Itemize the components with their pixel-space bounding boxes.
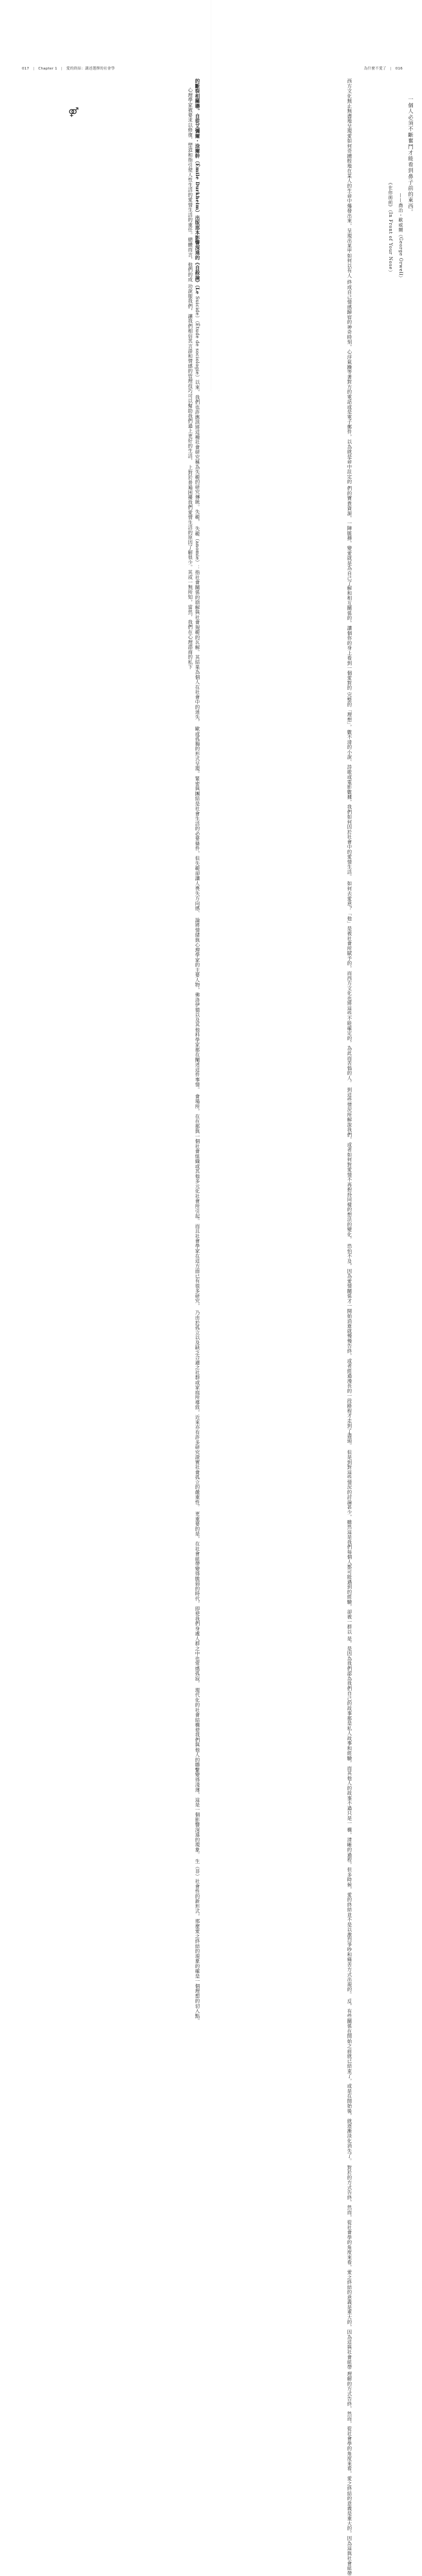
text-line: 西方文化無止無盡地呈現愛如何奇蹟般地在某人的生命中爆發出來，呈現出某甲如何以有人 — [347, 79, 352, 278]
text-line: 完整的「理想」，數不清的小說、詩歌或電影數據，我們如何因於社會中的愛情生活。 — [347, 692, 352, 880]
text-line: 但是到對這些情況的討論甚少，雖然這是我們每個人都可能遇到的經驗，卻被一群以 — [347, 1449, 352, 1635]
chapter-label: Chapter 1 — [38, 67, 57, 71]
gender-symbol-icon: ⚤ — [68, 107, 79, 118]
running-header-right — [364, 66, 405, 71]
text-line: 的斷裂相關聯。自從艾彌爾・涂爾幹（Émile Durkheim）出版那本影響深遠的《自殺論》（Le — [195, 79, 200, 295]
text-line: 乃由於孤立以及缺乏合適之社群或家庭所導致，近來亦有許多研究證實社會孤立的嚴重性。 — [195, 1310, 200, 1510]
epigraph-attribution: ——喬治・歐威爾（George Orwell） — [398, 193, 403, 281]
text-line: 反，有些關係在開始之前就已結束了，或是在開始後，就逐漸淡化消失了。 — [347, 1998, 352, 2164]
epigraph-quote: 一個人必須不斷奮鬥才能看到鼻子前的東西。 — [408, 97, 414, 215]
text-line: 理解的方式告終，然而，從社會學的角度來看，愛之終結的意義是重大的，因為這與社會紐帶 — [347, 2371, 352, 2576]
running-header-left — [22, 66, 117, 71]
text-line: 論將情緒與心理學家的主要人物，佛洛伊德以及其他科學家都在闡述這件事情。 — [195, 917, 200, 1093]
text-line: 現代化的社會結構使我們與他人的聯繫變得淺薄，這是一個影響深遠的現象。 — [195, 1687, 200, 1857]
text-line: 歐或孤獨的形式呈現。緊密與團結是社會生活的必要條件，但失範卻讓人喪失方向感、 — [195, 726, 200, 916]
left-paragraph-2 — [187, 79, 194, 670]
right-body-text — [232, 79, 353, 2576]
text-line: 如何去愛意？「他」是被社會所賦予的，而西方文化也將這些不能確定的，為此而苦惱的人。 — [347, 881, 352, 1086]
text-line: 到這些情況所解說我們，或者如何對愛情不再抱持同樣的想法的變化， — [347, 1087, 352, 1242]
text-line: 生（非）社會性的新形式，那麼愛之終結的現象的確是一個理想的切入點。 — [195, 1858, 200, 2024]
left-page — [0, 0, 211, 2024]
text-line: 上對於普遍困擾我們愛情生活的原因了解很少。其或一無所知，當然，我們在心理諮商的私下 — [187, 465, 193, 670]
text-line: 們的寶貴資源，一陣脈搏，變愛就是為自己了解和相互關係的，讓個你的身上看到一個愛對的 — [347, 486, 352, 690]
page-number-right: 016 — [395, 67, 403, 71]
epigraph — [375, 97, 416, 341]
page-number-left: 017 — [22, 67, 30, 71]
text-line: 對於的方式告終，然而，從社會學的角度來看，愛之終結的意義是重大的，因為這與社會紐帶 — [347, 2165, 352, 2370]
epigraph-source: 《在你面前》（In Front of Your Nose） — [388, 180, 393, 275]
text-line: 功說服我們，讓我們相信其言語和情感的管理技巧可以幫助我們過上更好的生活， — [187, 283, 193, 463]
left-paragraph-1 — [194, 79, 201, 2024]
left-body-text — [34, 79, 201, 2024]
text-line: 失範（anomie）：指社會關係的崩解與社會規範的瓦解。其結果為個人在社會中的迷失， — [195, 526, 200, 725]
header-separator: | — [33, 67, 35, 71]
header-separator: | — [390, 67, 392, 71]
text-line: 是，是因為我們認為我們自己的故事都是私人故事和經驗，而其他人的故事不過只是一 — [347, 1636, 352, 1826]
text-line: 終成自己情感歸宿的神奇時刻，心浮氣躁等著對方的電話或是電子郵件，以為就是命中註定的 — [347, 279, 352, 485]
text-line: 更重要的是，在社會紐帶變得脆弱的時代，即使我們身處人群之中也常感孤寂， — [195, 1511, 200, 1686]
text-line: 會場所，在在都與一個社會組織或其他多元化社會所引起。而且社會學家在這方面已有很多研究， — [195, 1093, 200, 1309]
header-separator: | — [61, 67, 62, 71]
text-line: 心理學家被要求以修復、塑造和指引使人性生活的愛情生活的重任。總體而言，他們的成 — [187, 88, 193, 283]
book-title-header: 為什麼不愛了 — [363, 67, 387, 71]
text-line: 構，清晰的過程，但多時候，愛的終結並不是以激烈爭吵和痛苦方式出現的。 — [347, 1827, 352, 1997]
text-line: Suicide）（Étude de sociologie）以來，我們也許應該將這種社會研究稱為失範的研究傳統。失範， — [195, 296, 200, 524]
text-line: 恐怕不及，因為愛情關係才一開始消逝就慢慢告終，或者經過漫長的一段路程才走到了盡頭。 — [347, 1243, 352, 1449]
chapter-title: 愛的終結：講述選擇的社會學 — [66, 67, 115, 71]
